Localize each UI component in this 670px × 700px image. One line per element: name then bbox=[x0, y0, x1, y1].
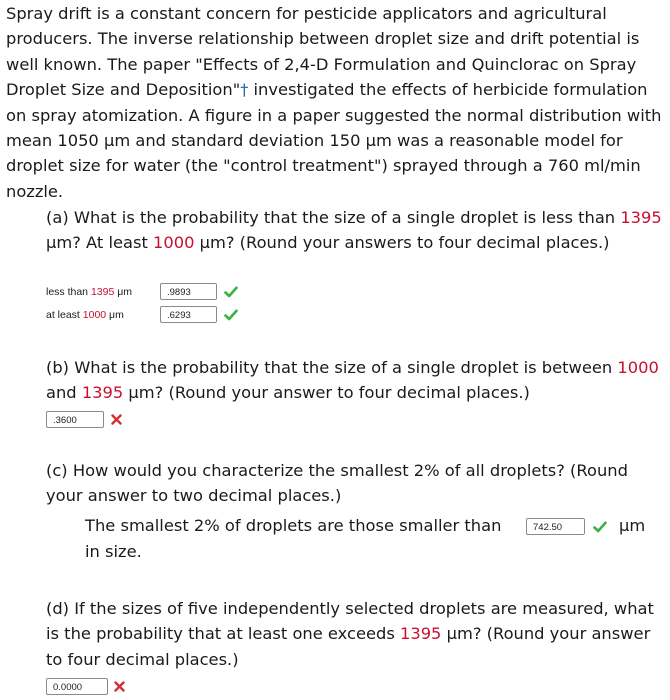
intro-text: Spray drift is a constant concern for pesticide applicators and agricultural producers. The inverse relationship between droplet size and drift potential is well known. The paper "Effects of 2,4-D Formulation and Quinclorac on Spray Droplet Size and Deposition" bbox=[6, 4, 640, 100]
problem-intro bbox=[6, 1, 670, 204]
intro-text-continued: investigated the effects of herbicide formulation on spray atomization. A figure in a paper suggested the normal distribution with mean 1050 μm and standard deviation 150 μm was a reasonable model for droplet size for water (the "control treatment") sprayed through a 760 ml/min nozzle. bbox=[6, 80, 662, 201]
less-than-label: less than 1395 μm bbox=[46, 286, 133, 298]
part-a-question: (a) What is the probability that the size of a single droplet is less than 1395 μm? At least 1000 μm? (Round your answers to four decimal places.) bbox=[46, 208, 662, 253]
checkmark-icon bbox=[593, 521, 607, 533]
less-than-answer-input[interactable]: .9893 bbox=[160, 283, 217, 300]
part-c-unit: μm bbox=[619, 516, 646, 535]
part-c-question: (c) How would you characterize the smallest 2% of all droplets? (Round your answer to two decimal places.) bbox=[46, 461, 628, 506]
at-least-label: at least 1000 μm bbox=[46, 309, 124, 321]
x-mark-icon bbox=[111, 414, 122, 425]
part-c-statement: The smallest 2% of droplets are those smaller than bbox=[85, 516, 502, 535]
part-c-statement-end: in size. bbox=[85, 542, 142, 561]
part-b-question: (b) What is the probability that the size of a single droplet is between 1000 and 1395 μm? (Round your answer to four decimal places.) bbox=[46, 358, 659, 403]
part-d-answer-input[interactable]: 0.0000 bbox=[46, 678, 108, 695]
part-b-answer-input[interactable]: .3600 bbox=[46, 411, 104, 428]
highlight-value: 1395 bbox=[620, 208, 662, 227]
highlight-value: 1395 bbox=[399, 624, 442, 644]
highlight-value: 1000 bbox=[617, 358, 659, 377]
footnote-dagger-link[interactable]: † bbox=[240, 80, 249, 100]
highlight-value: 1000 bbox=[153, 233, 195, 253]
checkmark-icon bbox=[224, 309, 238, 321]
at-least-answer-input[interactable]: .6293 bbox=[160, 306, 217, 323]
x-mark-icon bbox=[114, 681, 125, 692]
highlight-value: 1395 bbox=[81, 383, 124, 403]
part-d-question: (d) If the sizes of five independently selected droplets are measured, what is the probability that at least one exceeds 1395 μm? (Round your answer to four decimal places.) bbox=[46, 599, 654, 669]
part-c-answer-input[interactable]: 742.50 bbox=[526, 518, 585, 535]
checkmark-icon bbox=[224, 286, 238, 298]
